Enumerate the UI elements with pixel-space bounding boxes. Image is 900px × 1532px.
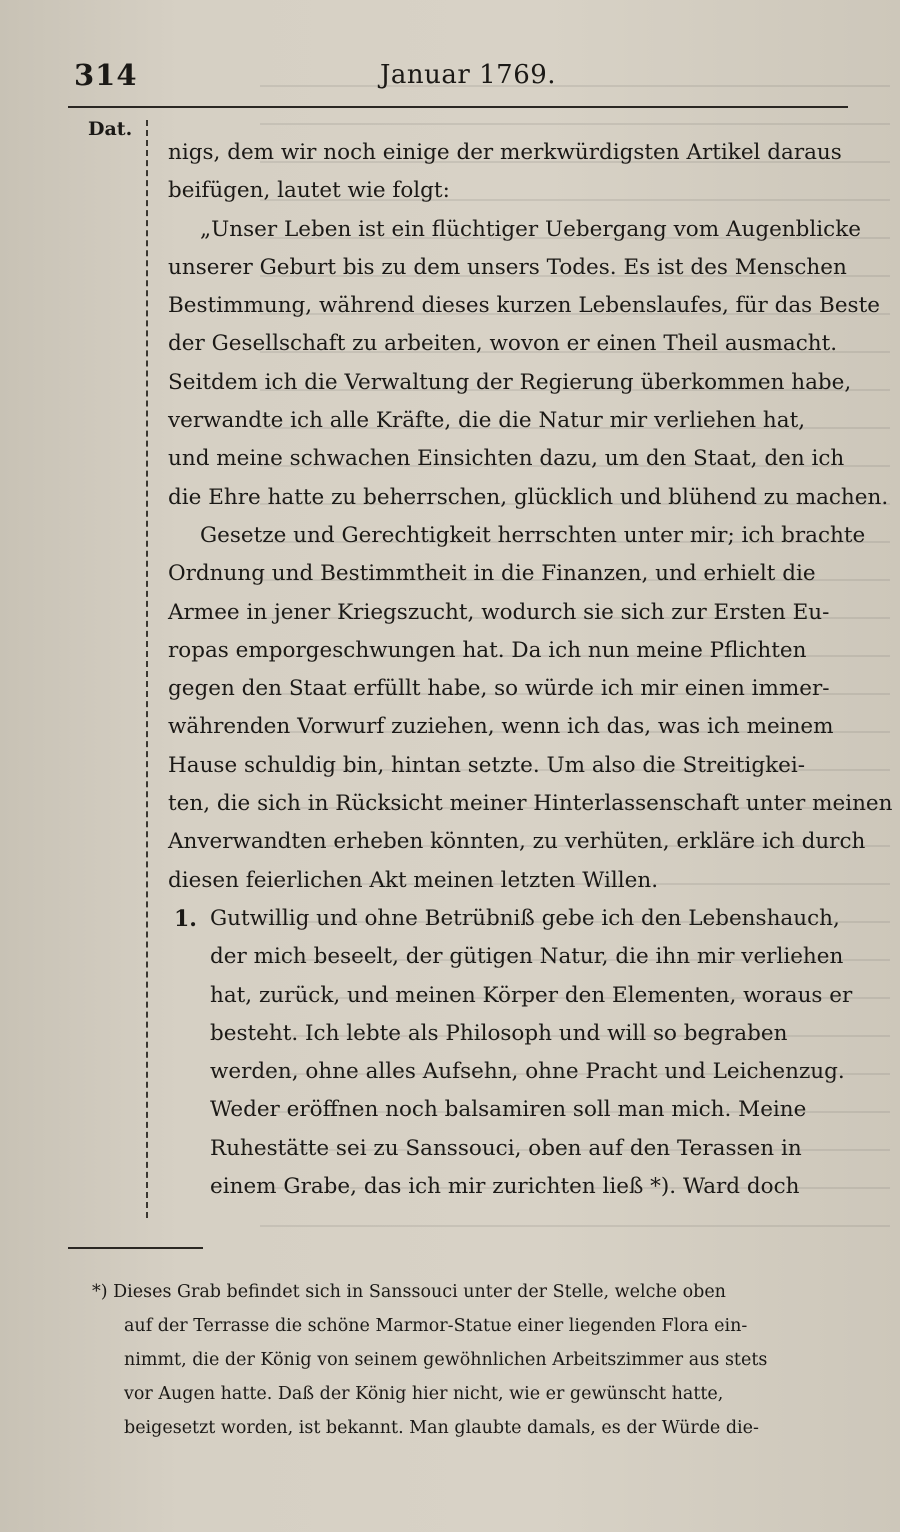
footnote-line: vor Augen hatte. Daß der König hier nicht, wie er gewünscht hatte, bbox=[124, 1384, 724, 1404]
text-line: ropas emporgeschwungen hat. Da ich nun meine Pflichten bbox=[168, 637, 807, 663]
footnote-line: beigesetzt worden, ist bekannt. Man glaubte damals, es der Würde die- bbox=[124, 1418, 759, 1438]
margin-rule bbox=[146, 120, 148, 1218]
text-line: verwandte ich alle Kräfte, die die Natur mir verliehen hat, bbox=[168, 408, 806, 434]
item-line: der mich beseelt, der gütigen Natur, die ihn mir verliehen bbox=[210, 944, 844, 970]
text-line: gegen den Staat erfüllt habe, so würde ich mir einen immer- bbox=[168, 676, 830, 702]
text-line: unserer Geburt bis zu dem unsers Todes. Es ist des Menschen bbox=[168, 254, 847, 280]
page-header bbox=[68, 58, 848, 108]
text-line: Anverwandten erheben könnten, zu verhüten, erkläre ich durch bbox=[168, 829, 866, 855]
text-line: Armee in jener Kriegszucht, wodurch sie sich zur Ersten Eu- bbox=[168, 599, 830, 625]
text-line: Gesetze und Gerechtigkeit herrschten unter mir; ich brachte bbox=[200, 522, 866, 548]
text-line: Ordnung und Bestimmtheit in die Finanzen, und erhielt die bbox=[168, 561, 816, 587]
item-line: Ruhestätte sei zu Sanssouci, oben auf den Terassen in bbox=[210, 1135, 802, 1161]
margin-label: Dat. bbox=[88, 118, 133, 140]
text-line: ten, die sich in Rücksicht meiner Hinterlassenschaft unter meinen bbox=[168, 791, 893, 817]
text-line: Seitdem ich die Verwaltung der Regierung überkommen habe, bbox=[168, 369, 852, 395]
footnote-line: *) Dieses Grab befindet sich in Sanssouci unter der Stelle, welche oben bbox=[92, 1282, 726, 1302]
text-line: und meine schwachen Einsichten dazu, um den Staat, den ich bbox=[168, 446, 845, 472]
text-line: beifügen, lautet wie folgt: bbox=[168, 178, 450, 204]
item-line: einem Grabe, das ich mir zurichten ließ *). Ward doch bbox=[210, 1174, 800, 1200]
text-line: Hause schuldig bin, hintan setzte. Um also die Streitigkei- bbox=[168, 752, 805, 778]
text-line: der Gesellschaft zu arbeiten, wovon er einen Theil ausmacht. bbox=[168, 331, 838, 357]
footnote-line: nimmt, die der König von seinem gewöhnlichen Arbeitszimmer aus stets bbox=[124, 1350, 768, 1370]
text-line: „Unser Leben ist ein flüchtiger Uebergang vom Augenblicke bbox=[200, 216, 861, 242]
item-line: Gutwillig und ohne Betrübniß gebe ich den Lebenshauch, bbox=[210, 905, 840, 931]
text-line: währenden Vorwurf zuziehen, wenn ich das, was ich meinem bbox=[168, 714, 834, 740]
numbered-item bbox=[168, 905, 853, 1212]
text-line: die Ehre hatte zu beherrschen, glücklich und blühend zu machen. bbox=[168, 484, 889, 510]
body-text bbox=[168, 140, 893, 1212]
item-line: hat, zurück, und meinen Körper den Elementen, woraus er bbox=[210, 982, 853, 1008]
page-number: 314 bbox=[74, 58, 138, 92]
item-line: besteht. Ich lebte als Philosoph und will so begraben bbox=[210, 1020, 788, 1046]
footnote bbox=[92, 1282, 838, 1452]
footnote-rule bbox=[68, 1247, 203, 1249]
item-number: 1. bbox=[174, 905, 197, 932]
item-line: werden, ohne alles Aufsehn, ohne Pracht und Leichenzug. bbox=[210, 1059, 845, 1085]
text-line: diesen feierlichen Akt meinen letzten Willen. bbox=[168, 867, 659, 893]
text-line: nigs, dem wir noch einige der merkwürdigsten Artikel daraus bbox=[168, 140, 842, 165]
running-head: Januar 1769. bbox=[380, 60, 557, 90]
footnote-line: auf der Terrasse die schöne Marmor-Statue einer liegenden Flora ein- bbox=[124, 1316, 748, 1336]
text-line: Bestimmung, während dieses kurzen Lebenslaufes, für das Beste bbox=[168, 293, 880, 319]
item-line: Weder eröffnen noch balsamiren soll man mich. Meine bbox=[210, 1097, 807, 1123]
